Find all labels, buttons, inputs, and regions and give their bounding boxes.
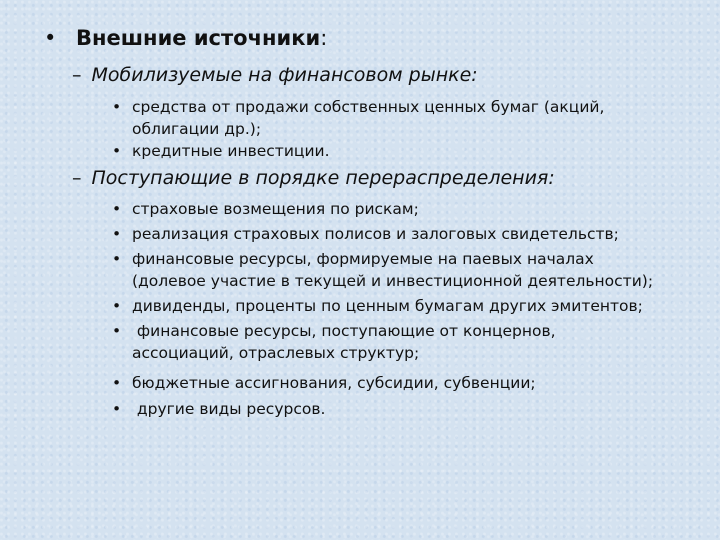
section-redistribution	[72, 167, 555, 189]
section-label: Поступающие в порядке перераспределения:	[91, 167, 555, 189]
bullet: •	[112, 142, 122, 160]
bullet: •	[112, 374, 122, 392]
bullet: •	[112, 250, 122, 268]
list-item-line: дивиденды, проценты по ценным бумагам других эмитентов;	[132, 297, 643, 315]
list-item-line: кредитные инвестиции.	[132, 142, 330, 160]
list-item-line: средства от продажи собственных ценных бумаг (акций,	[132, 98, 605, 116]
heading-title: Внешние источники	[76, 26, 321, 50]
list-item-line: бюджетные ассигнования, субсидии, субвенции;	[132, 374, 536, 392]
list-item-line: финансовые ресурсы, поступающие от концернов,	[132, 322, 556, 340]
list-item-line: ассоциаций, отраслевых структур;	[132, 344, 420, 362]
heading-bullet: •	[44, 26, 57, 50]
dash: –	[72, 167, 82, 189]
list-item-line: реализация страховых полисов и залоговых свидетельств;	[132, 225, 619, 243]
bullet: •	[112, 297, 122, 315]
list-item-line: другие виды ресурсов.	[132, 400, 326, 418]
list-item-line: страховые возмещения по рискам;	[132, 200, 419, 218]
list-item-line: облигации др.);	[132, 120, 262, 138]
bullet: •	[112, 400, 122, 418]
list-item-line: финансовые ресурсы, формируемые на паевых началах	[132, 250, 594, 268]
bullet: •	[112, 98, 122, 116]
section-financial-market	[72, 64, 478, 86]
bullet: •	[112, 322, 122, 340]
dash: –	[72, 64, 82, 86]
list-item-line: (долевое участие в текущей и инвестиционной деятельности);	[132, 272, 654, 290]
section-label: Мобилизуемые на финансовом рынке:	[91, 64, 478, 86]
heading-colon: :	[320, 26, 328, 50]
bullet: •	[112, 200, 122, 218]
bullet: •	[112, 225, 122, 243]
